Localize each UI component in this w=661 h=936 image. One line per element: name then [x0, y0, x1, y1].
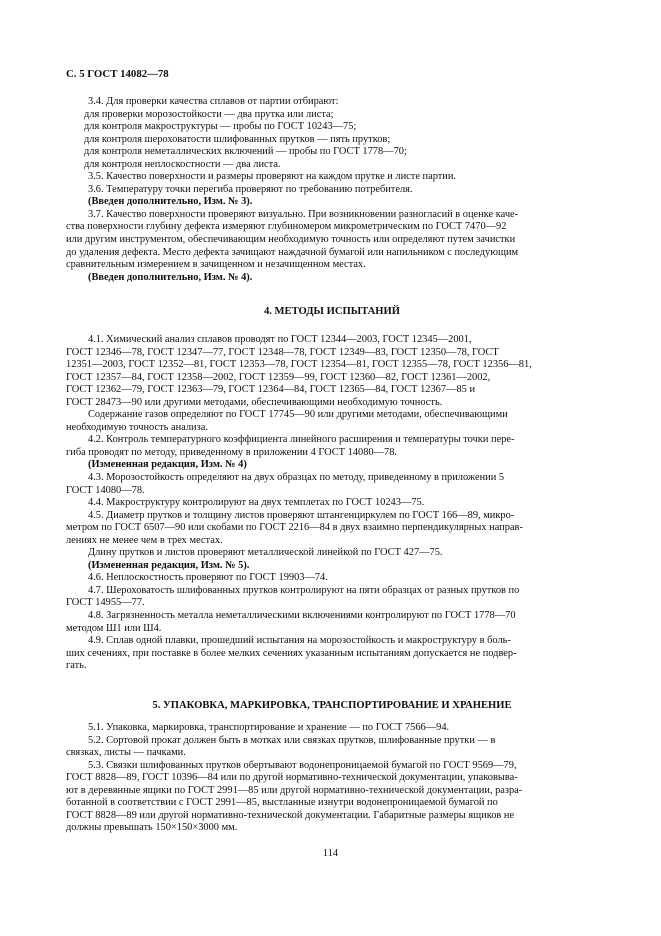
text-line: Содержание газов определяют по ГОСТ 17745—90 или другими методами, обеспечивающими: [88, 409, 508, 421]
text-line: сравнительным измерением в зачищенном и незачищенном местах.: [66, 259, 366, 271]
text-line: ботанной в соответствии с ГОСТ 2991—85, выстланные изнутри водонепроницаемой бумагой по: [66, 797, 498, 809]
text-line: для контроля шероховатости шлифованных прутков — пять прутков;: [84, 133, 391, 145]
text-line: ГОСТ 28473—90 или другими методами, обеспечивающими необходимую точность.: [66, 396, 443, 408]
text-line: 4.5. Диаметр прутков и толщину листов проверяют штангенциркулем по ГОСТ 166—89, микро-: [88, 509, 515, 521]
text-line: связках, листы — пачками.: [66, 747, 186, 759]
text-line: ших сечениях, при поставке в более мелких сечениях указанным испытаниям допускается не подвер-: [66, 647, 517, 659]
text-line: ГОСТ 8828—89, ГОСТ 10396—84 или по другой нормативно-технической документации, упаковыва-: [66, 772, 518, 784]
text-line: ГОСТ 12346—78, ГОСТ 12347—77, ГОСТ 12348—78, ГОСТ 12349—83, ГОСТ 12350—78, ГОСТ: [66, 346, 499, 358]
section-5-heading: 5. УПАКОВКА, МАРКИРОВКА, ТРАНСПОРТИРОВАНИЕ И ХРАНЕНИЕ: [152, 700, 512, 711]
text-line: или другим инструментом, обеспечивающим необходимую точность или определяют путем зачистки: [66, 234, 516, 246]
text-line: для контроля неметаллических включений — пробы по ГОСТ 1778—70;: [84, 146, 407, 158]
text-line: для контроля неплоскостности — два листа.: [84, 158, 281, 170]
amendment-note: (Введен дополнительно, Изм. № 3).: [88, 196, 253, 208]
text-line: 4.1. Химический анализ сплавов проводят по ГОСТ 12344—2003, ГОСТ 12345—2001,: [88, 334, 472, 345]
text-line: 3.4. Для проверки качества сплавов от партии отбирают:: [88, 96, 339, 107]
text-line: гиба проводят по методу, приведенному в приложении 4 ГОСТ 14080—78.: [66, 446, 397, 458]
amendment-note: (Измененная редакция, Изм. № 5).: [88, 559, 250, 571]
text-line: 4.4. Макроструктуру контролируют на двух темплетах по ГОСТ 10243—75.: [88, 497, 425, 509]
text-line: для проверки морозостойкости — два прутка или листа;: [84, 108, 334, 120]
section-4-heading: 4. МЕТОДЫ ИСПЫТАНИЙ: [263, 306, 401, 317]
text-line: ГОСТ 14955—77.: [66, 597, 145, 609]
text-line: 4.7. Шероховатость шлифованных прутков контролируют на пяти образцах от разных прутков по: [88, 584, 520, 596]
text-line: 5.2. Сортовой прокат должен быть в мотках или связках прутков, шлифованные прутки — в: [88, 734, 496, 746]
text-line: Длину прутков и листов проверяют металлической линейкой по ГОСТ 427—75.: [88, 547, 443, 559]
text-line: 4.8. Загрязненность металла неметаллическими включениями контролируют по ГОСТ 1778—70: [88, 610, 516, 622]
text-line: метром по ГОСТ 6507—90 или скобами по ГОСТ 2216—84 в двух взаимно перпендикулярных направ-: [66, 522, 523, 534]
text-line: методом Ш1 или Ш4.: [66, 622, 162, 634]
text-line: ГОСТ 12362—79, ГОСТ 12363—79, ГОСТ 12364—84, ГОСТ 12365—84, ГОСТ 12367—85 и: [66, 384, 475, 396]
text-line: для контроля макроструктуры — пробы по ГОСТ 10243—75;: [84, 121, 357, 133]
amendment-note: (Введен дополнительно, Изм. № 4).: [88, 271, 253, 283]
text-line: 5.1. Упаковка, маркировка, транспортирование и хранение — по ГОСТ 7566—94.: [88, 722, 450, 733]
text-line: ГОСТ 12357—84, ГОСТ 12358—2002, ГОСТ 12359—99, ГОСТ 12360—82, ГОСТ 12361—2002,: [66, 371, 491, 383]
text-line: 3.5. Качество поверхности и размеры проверяют на каждом прутке и листе партии.: [88, 171, 457, 183]
text-line: необходимую точность анализа.: [66, 421, 208, 433]
text-line: лениях не менее чем в трех местах.: [66, 534, 223, 546]
text-line: ют в деревянные ящики по ГОСТ 2991—85 или другой нормативно-технической документации, разра-: [66, 784, 523, 796]
section-3-block: [66, 96, 598, 284]
text-line: 4.2. Контроль температурного коэффициента линейного расширения и температуры точки пере-: [88, 434, 515, 446]
text-line: ГОСТ 8828—89 или другой нормативно-технической документации. Габаритные размеры ящиков не: [66, 809, 515, 821]
amendment-note: (Измененная редакция, Изм. № 4): [88, 459, 247, 471]
text-line: гать.: [66, 660, 87, 672]
text-line: 4.3. Морозостойкость определяют на двух образцах по методу, приведенному в приложении 5: [88, 472, 505, 484]
text-line: 5.3. Связки шлифованных прутков обертывают водонепроницаемой бумагой по ГОСТ 9569—79,: [88, 759, 517, 771]
text-line: ГОСТ 14080—78.: [66, 484, 145, 496]
page-number: 114: [322, 848, 339, 859]
text-line: 12351—2003, ГОСТ 12352—81, ГОСТ 12353—78, ГОСТ 12354—81, ГОСТ 12355—78, ГОСТ 12356—81,: [66, 359, 532, 371]
section-4-block: [66, 334, 598, 673]
text-line: 4.9. Сплав одной плавки, прошедший испытания на морозостойкость и макроструктуру в боль-: [88, 635, 511, 647]
text-line: 3.7. Качество поверхности проверяют визуально. При возникновении разногласий в оценке каче-: [88, 208, 519, 220]
text-line: 3.6. Температуру точки перегиба проверяют по требованию потребителя.: [88, 183, 413, 195]
section-5-block: [66, 722, 598, 835]
text-line: 4.6. Неплоскостность проверяют по ГОСТ 19903—74.: [88, 572, 328, 584]
text-line: должны превышать 150×150×3000 мм.: [66, 822, 238, 834]
text-line: до удаления дефекта. Место дефекта зачищают наждачной бумагой или напильником с последующим: [66, 246, 519, 258]
text-line: ства поверхности глубину дефекта измеряют глубиномером микрометрическим по ГОСТ 7470—92: [66, 221, 507, 233]
page-header: С. 5 ГОСТ 14082—78: [66, 68, 169, 80]
